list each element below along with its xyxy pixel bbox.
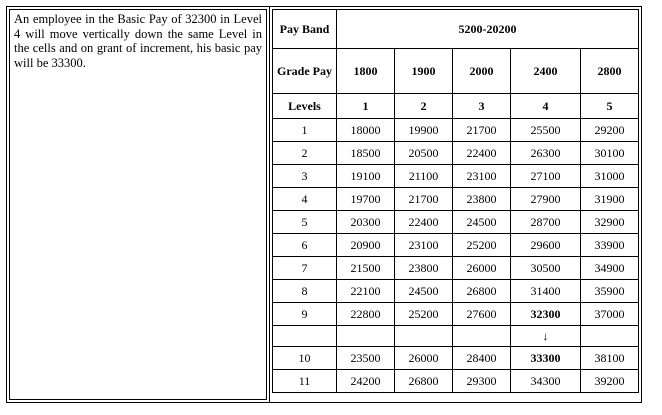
pay-cell: 34900 bbox=[581, 257, 639, 280]
pay-cell: 18500 bbox=[337, 142, 395, 165]
explanation-cell bbox=[7, 7, 270, 402]
row-index: 7 bbox=[273, 257, 337, 280]
explanation-text: An employee in the Basic Pay of 32300 in Level 4 will move vertically down the same Level in the cells and on grant of increment, his basic pay will be 33300. bbox=[14, 12, 262, 70]
row-index: 6 bbox=[273, 234, 337, 257]
row-index: 2 bbox=[273, 142, 337, 165]
empty-cell bbox=[395, 326, 453, 347]
grade-pay-1: 1800 bbox=[337, 49, 395, 94]
pay-cell: 28400 bbox=[453, 347, 511, 370]
pay-cell: 18000 bbox=[337, 119, 395, 142]
pay-cell: 22100 bbox=[337, 280, 395, 303]
pay-cell: 38100 bbox=[581, 347, 639, 370]
pay-cell: 27600 bbox=[453, 303, 511, 326]
table-row bbox=[273, 370, 639, 393]
grade-pay-4: 2400 bbox=[511, 49, 581, 94]
pay-cell: 25500 bbox=[511, 119, 581, 142]
grade-pay-3: 2000 bbox=[453, 49, 511, 94]
pay-cell: 35900 bbox=[581, 280, 639, 303]
pay-cell: 29200 bbox=[581, 119, 639, 142]
pay-cell: 20500 bbox=[395, 142, 453, 165]
pay-cell: 25200 bbox=[453, 234, 511, 257]
explanation-box bbox=[9, 9, 267, 400]
pay-cell: 20900 bbox=[337, 234, 395, 257]
pay-cell: 19900 bbox=[395, 119, 453, 142]
pay-cell: 37000 bbox=[581, 303, 639, 326]
pay-cell: 20300 bbox=[337, 211, 395, 234]
table-row bbox=[273, 303, 639, 326]
pay-cell: 39200 bbox=[581, 370, 639, 393]
pay-cell: 23100 bbox=[395, 234, 453, 257]
pay-cell: 23100 bbox=[453, 165, 511, 188]
table-row bbox=[273, 165, 639, 188]
level-1: 1 bbox=[337, 94, 395, 119]
table-row bbox=[273, 188, 639, 211]
row-index: 1 bbox=[273, 119, 337, 142]
grade-pay-label: Grade Pay bbox=[273, 49, 337, 94]
empty-cell bbox=[581, 326, 639, 347]
pay-cell: 29300 bbox=[453, 370, 511, 393]
row-index: 3 bbox=[273, 165, 337, 188]
outer-frame bbox=[6, 6, 642, 403]
pay-cell: 21700 bbox=[453, 119, 511, 142]
pay-matrix-document bbox=[6, 6, 642, 403]
pay-cell: 29600 bbox=[511, 234, 581, 257]
empty-cell bbox=[453, 326, 511, 347]
table-row bbox=[273, 234, 639, 257]
pay-cell: 31400 bbox=[511, 280, 581, 303]
arrow-row bbox=[273, 326, 639, 347]
empty-cell bbox=[273, 326, 337, 347]
pay-cell: 23800 bbox=[395, 257, 453, 280]
level-2: 2 bbox=[395, 94, 453, 119]
row-index: 5 bbox=[273, 211, 337, 234]
grade-pay-2: 1900 bbox=[395, 49, 453, 94]
pay-cell: 30100 bbox=[581, 142, 639, 165]
table-row bbox=[273, 142, 639, 165]
table-row bbox=[273, 257, 639, 280]
level-5: 5 bbox=[581, 94, 639, 119]
pay-cell: 33900 bbox=[581, 234, 639, 257]
matrix-cell bbox=[270, 7, 641, 402]
table-row bbox=[273, 211, 639, 234]
levels-label: Levels bbox=[273, 94, 337, 119]
pay-cell: 32900 bbox=[581, 211, 639, 234]
pay-cell: 34300 bbox=[511, 370, 581, 393]
pay-cell: 25200 bbox=[395, 303, 453, 326]
pay-band-row bbox=[273, 10, 639, 49]
pay-cell: 24500 bbox=[453, 211, 511, 234]
down-arrow-icon: ↓ bbox=[511, 326, 581, 347]
pay-cell: 21700 bbox=[395, 188, 453, 211]
pay-cell: 26300 bbox=[511, 142, 581, 165]
row-index: 4 bbox=[273, 188, 337, 211]
pay-cell: 26800 bbox=[453, 280, 511, 303]
pay-cell: 30500 bbox=[511, 257, 581, 280]
row-index: 10 bbox=[273, 347, 337, 370]
pay-cell: 24500 bbox=[395, 280, 453, 303]
grade-pay-5: 2800 bbox=[581, 49, 639, 94]
pay-cell: 22400 bbox=[395, 211, 453, 234]
pay-cell: 33300 bbox=[511, 347, 581, 370]
grade-pay-row bbox=[273, 49, 639, 94]
pay-band-label: Pay Band bbox=[273, 10, 337, 49]
pay-cell: 27100 bbox=[511, 165, 581, 188]
pay-cell: 21100 bbox=[395, 165, 453, 188]
pay-cell: 32300 bbox=[511, 303, 581, 326]
empty-cell bbox=[337, 326, 395, 347]
row-index: 11 bbox=[273, 370, 337, 393]
pay-cell: 22800 bbox=[337, 303, 395, 326]
levels-row bbox=[273, 94, 639, 119]
pay-band-value: 5200-20200 bbox=[337, 10, 639, 49]
pay-cell: 19100 bbox=[337, 165, 395, 188]
row-index: 9 bbox=[273, 303, 337, 326]
pay-cell: 26000 bbox=[453, 257, 511, 280]
pay-cell: 27900 bbox=[511, 188, 581, 211]
level-3: 3 bbox=[453, 94, 511, 119]
pay-cell: 26000 bbox=[395, 347, 453, 370]
pay-cell: 21500 bbox=[337, 257, 395, 280]
pay-cell: 23500 bbox=[337, 347, 395, 370]
pay-cell: 22400 bbox=[453, 142, 511, 165]
pay-cell: 26800 bbox=[395, 370, 453, 393]
pay-cell: 31900 bbox=[581, 188, 639, 211]
level-4: 4 bbox=[511, 94, 581, 119]
pay-cell: 24200 bbox=[337, 370, 395, 393]
pay-cell: 31000 bbox=[581, 165, 639, 188]
table-row bbox=[273, 347, 639, 370]
row-index: 8 bbox=[273, 280, 337, 303]
pay-cell: 19700 bbox=[337, 188, 395, 211]
pay-cell: 28700 bbox=[511, 211, 581, 234]
pay-cell: 23800 bbox=[453, 188, 511, 211]
table-row bbox=[273, 280, 639, 303]
table-row bbox=[273, 119, 639, 142]
pay-matrix-table bbox=[272, 9, 639, 393]
